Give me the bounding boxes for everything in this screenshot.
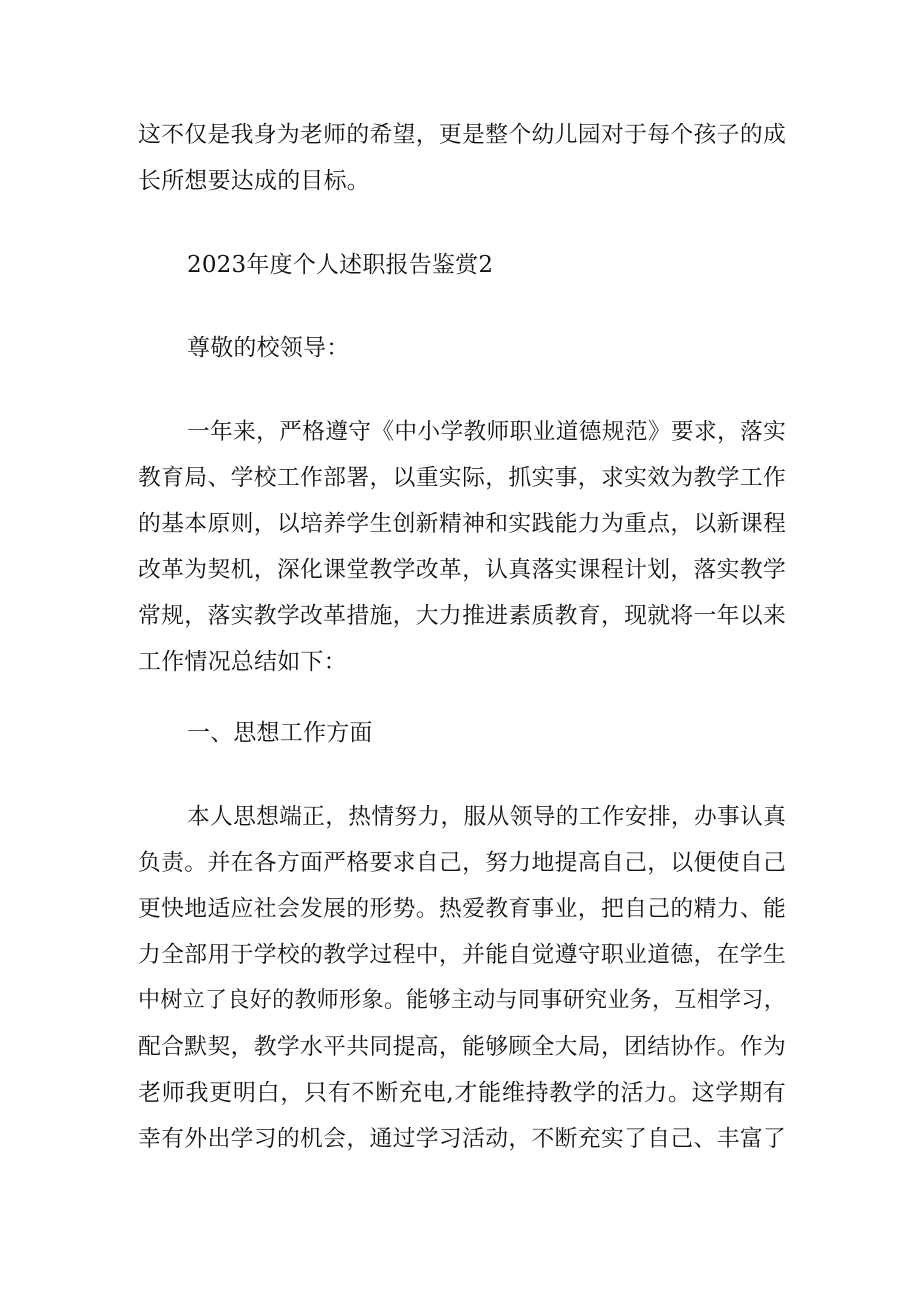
continuation-paragraph: [138, 112, 786, 204]
paragraph-line: 一年来，严格遵守《中小学教师职业道德规范》要求，落实: [187, 419, 786, 445]
paragraph-line: 更快地适应社会发展的形势。热爱教育事业，把自己的精力、能: [138, 896, 786, 922]
paragraph-line: 负责。并在各方面严格要求自己，努力地提高自己，以便使自己: [138, 850, 786, 876]
paragraph-line: 老师我更明白，只有不断充电,才能维持教学的活力。这学期有: [138, 1080, 786, 1106]
intro-paragraph: [138, 409, 786, 685]
thought-paragraph: [138, 794, 786, 1162]
paragraph-line: 本人思想端正，热情努力，服从领导的工作安排，办事认真: [187, 804, 786, 830]
salutation: 尊敬的校领导：: [187, 335, 350, 361]
paragraph-line: 长所想要达成的目标。: [138, 168, 370, 194]
section-heading: 一、思想工作方面: [187, 720, 373, 746]
paragraph-line: 常规，落实教学改革措施，大力推进素质教育，现就将一年以来: [138, 603, 786, 629]
paragraph-line: 幸有外出学习的机会，通过学习活动，不断充实了自己、丰富了: [138, 1126, 786, 1152]
report-title: 2023年度个人述职报告鉴赏2: [187, 252, 494, 278]
paragraph-line: 的基本原则，以培养学生创新精神和实践能力为重点，以新课程: [138, 511, 786, 537]
paragraph-line: 改革为契机，深化课堂教学改革，认真落实课程计划，落实教学: [138, 557, 786, 583]
paragraph-line: 工作情况总结如下：: [138, 649, 347, 675]
paragraph-line: 中树立了良好的教师形象。能够主动与同事研究业务，互相学习，: [138, 988, 786, 1013]
paragraph-line: 教育局、学校工作部署，以重实际，抓实事，求实效为教学工作: [138, 465, 786, 491]
paragraph-line: 配合默契，教学水平共同提高，能够顾全大局，团结协作。作为: [138, 1034, 786, 1060]
paragraph-line: 力全部用于学校的教学过程中，并能自觉遵守职业道德，在学生: [138, 942, 786, 968]
paragraph-line: 这不仅是我身为老师的希望，更是整个幼儿园对于每个孩子的成: [138, 122, 786, 148]
